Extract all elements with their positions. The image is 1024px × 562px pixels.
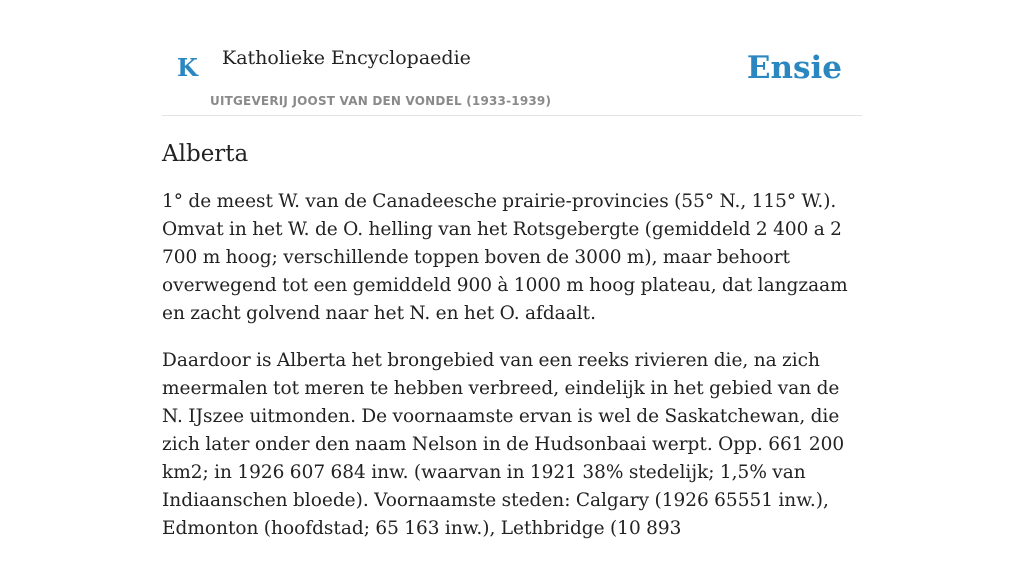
article-body [162, 188, 862, 543]
article-paragraph: 1° de meest W. van de Canadeesche prairie-provincies (55° N., 115° W.). Omvat in het W. de O. helling van het Rotsgebergte (gemiddeld 2 400 a 2 700 m hoog; verschillende toppen boven de 3000 m), maar behoort overwegend tot een gemiddeld 900 à 1000 m hoog plateau, dat langzaam en zacht golvend naar het N. en het O. afdaalt. [162, 191, 848, 325]
article [162, 138, 862, 562]
brand-logo[interactable]: Ensie [746, 50, 842, 86]
article-title: Alberta [162, 141, 249, 167]
publisher-label: UITGEVERIJ JOOST VAN DEN VONDEL (1933-1939) [210, 94, 552, 108]
site-header [162, 30, 862, 116]
article-paragraph: Daardoor is Alberta het brongebied van een reeks rivieren die, na zich meermalen tot meren te hebben verbreed, eindelijk in het gebied van de N. IJszee uitmonden. De voornaamste ervan is wel de Saskatchewan, die zich later onder den naam Nelson in de Hudsonbaai werpt. Opp. 661 200 km2; in 1926 607 684 inw. (waarvan in 1921 38% stedelijk; 1,5% van Indiaanschen bloede). Voornaamste steden: Calgary (1926 65551 inw.), Edmonton (hoofdstad; 65 163 inw.), Lethbridge (10 893 [162, 350, 845, 540]
site-logo[interactable]: K [177, 53, 198, 82]
site-title[interactable]: Katholieke Encyclopaedie [222, 47, 471, 69]
